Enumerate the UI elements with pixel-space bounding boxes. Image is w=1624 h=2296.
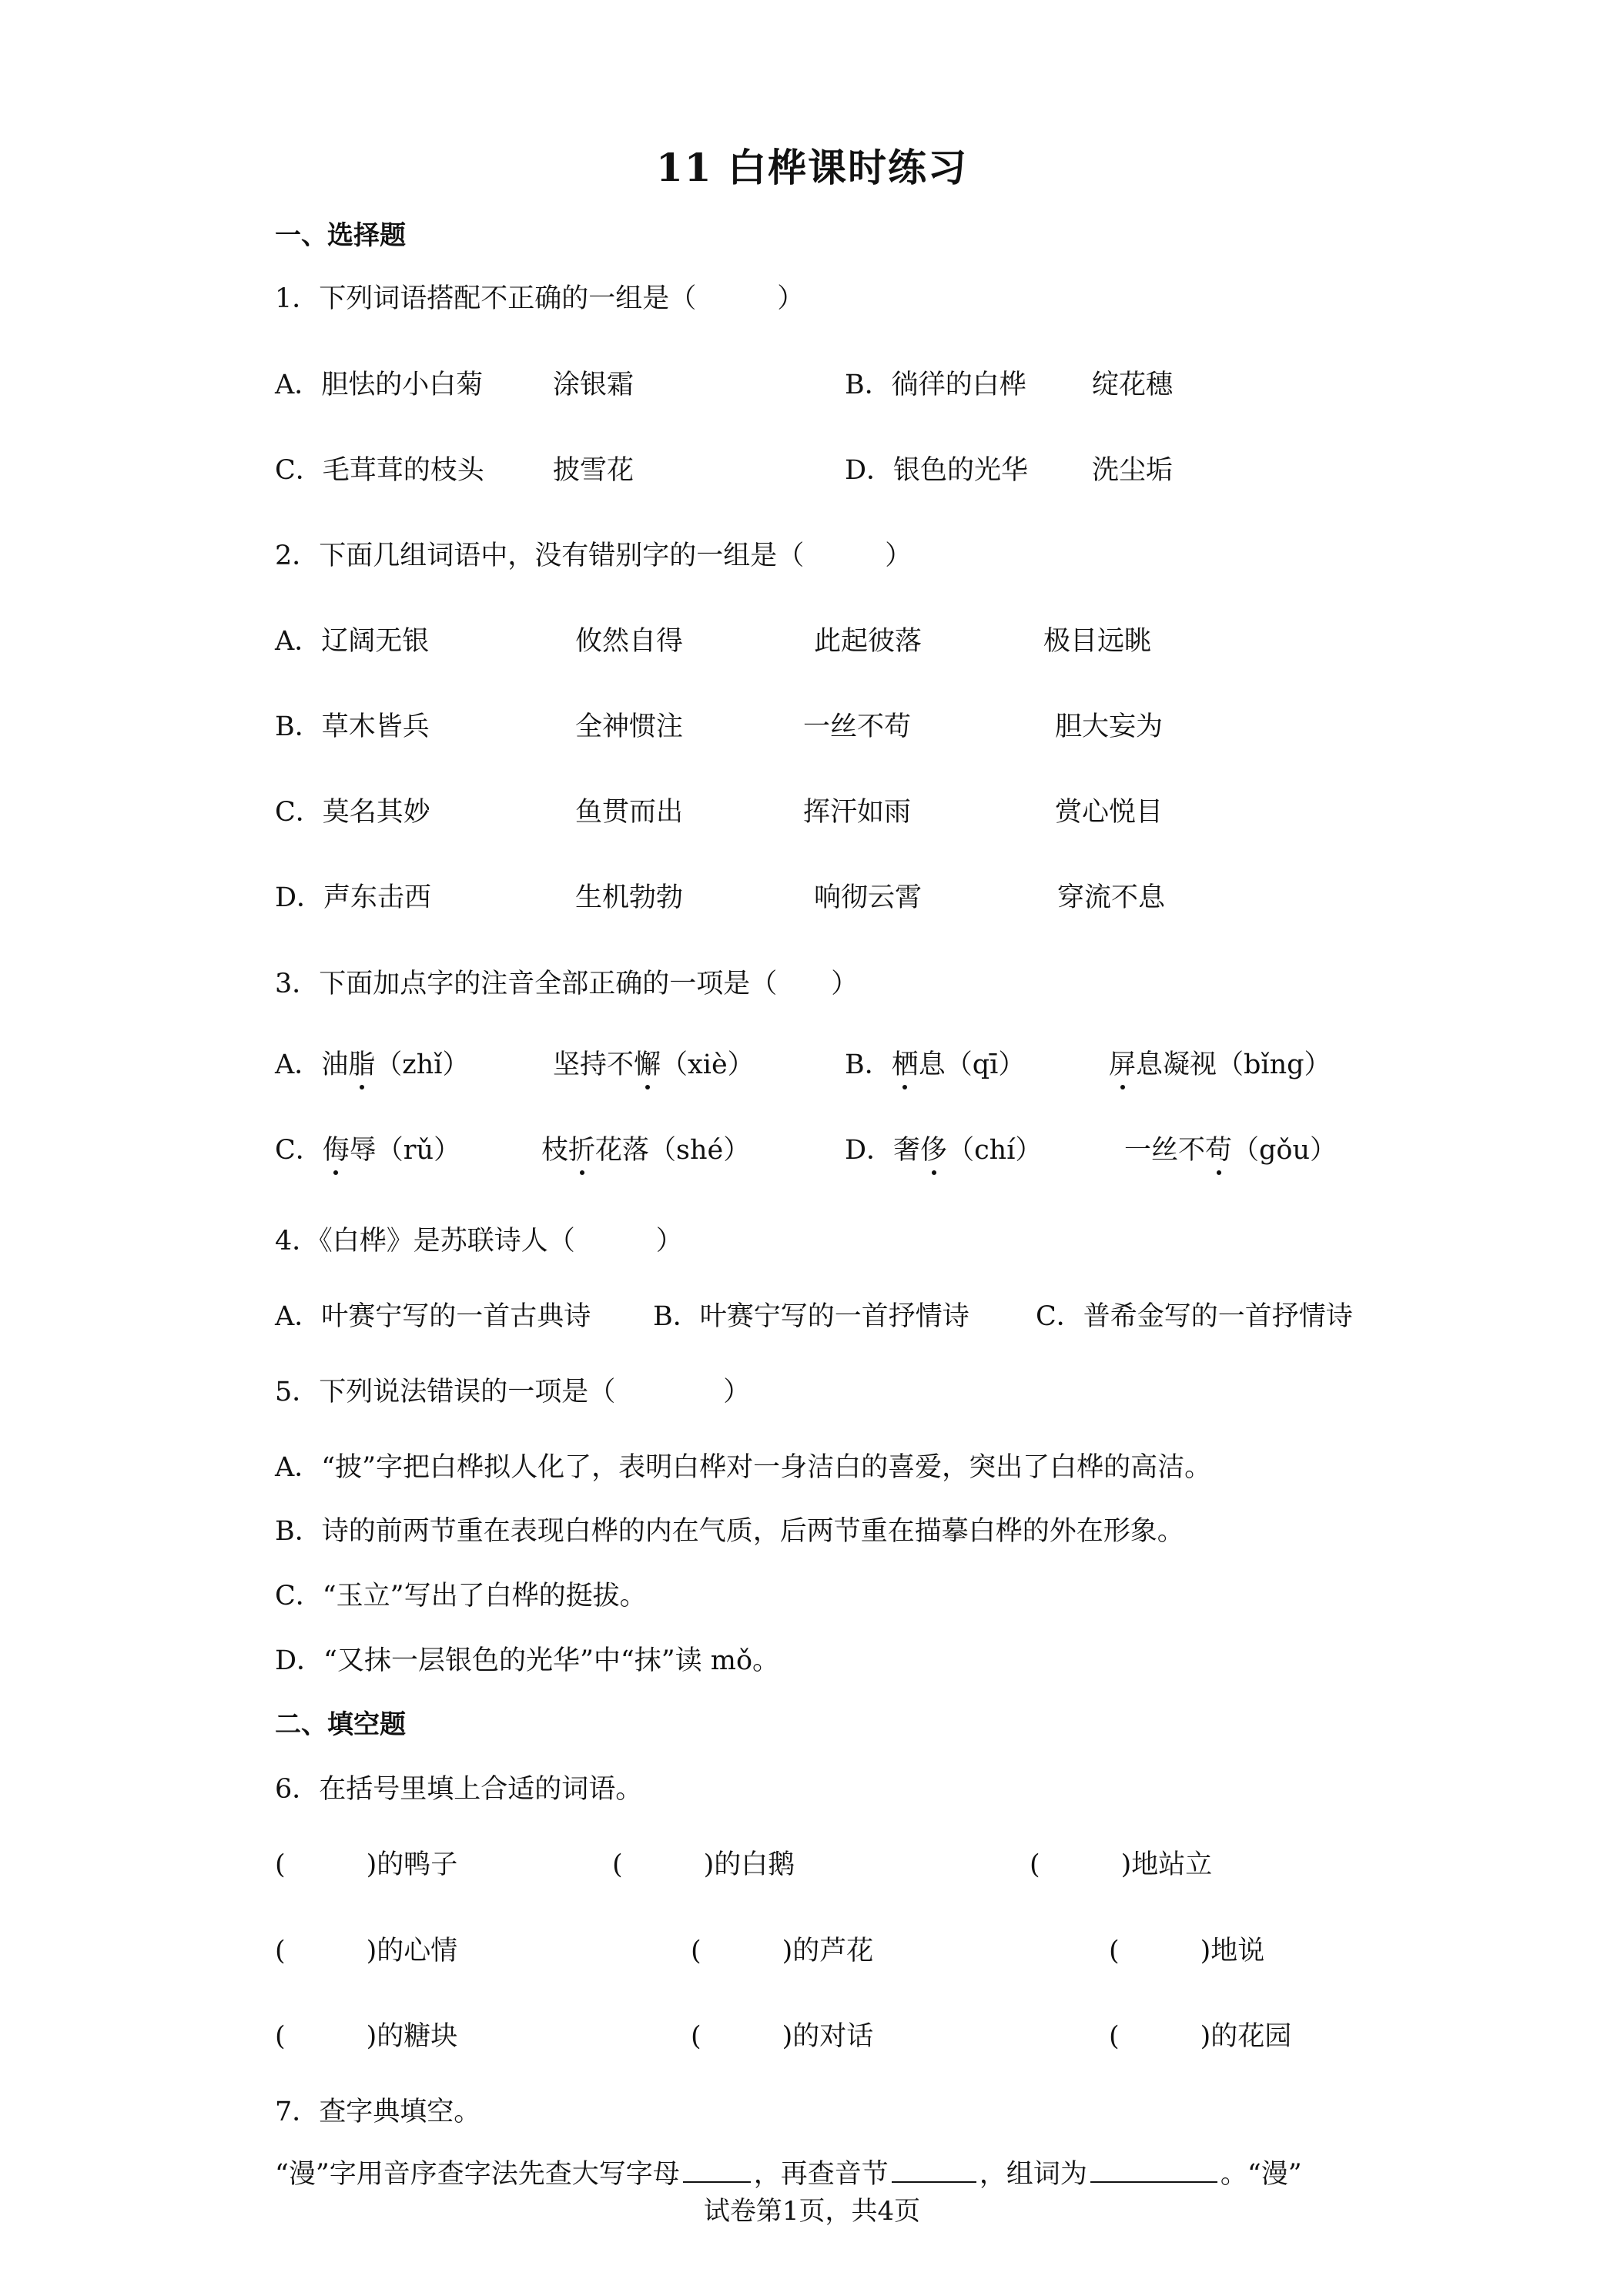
q4-option-a: A．叶赛宁写的一首古典诗	[275, 1301, 591, 1332]
q2-row-a-2: 攸然自得	[575, 626, 684, 657]
q2-row-d-1: D．声东击西	[275, 882, 432, 913]
q1-option-b-phrase: 绽花穗	[1092, 370, 1174, 400]
q3-option-c-second: 枝折花落（shé）	[541, 1129, 750, 1167]
question-3-stem: 3．下面加点字的注音全部正确的一项是（ ）	[275, 969, 859, 999]
q5-option-d: D．“又抹一层银色的光华”中“抹”读 mǒ。	[275, 1645, 780, 1676]
section-heading-choice: 一、选择题	[275, 220, 406, 251]
section-heading-fill: 二、填空题	[275, 1709, 406, 1740]
emphasis-dotted-char: 脂	[348, 1043, 375, 1082]
q2-row-b-3: 一丝不苟	[803, 711, 912, 742]
q3-option-b: B．栖息（qī）	[845, 1043, 1025, 1082]
question-6-stem: 6．在括号里填上合适的词语。	[275, 1774, 643, 1805]
emphasis-dotted-char: 屏	[1109, 1043, 1136, 1082]
q6-item: ( )的心情	[275, 1936, 458, 1966]
q3-option-c: C．侮辱（rǔ）	[275, 1129, 460, 1167]
q4-option-b: B．叶赛宁写的一首抒情诗	[653, 1301, 969, 1332]
emphasis-dotted-char: 侮	[323, 1129, 350, 1167]
q3-option-d-second: 一丝不苟（gǒu）	[1124, 1129, 1337, 1167]
question-4-stem: 4．《白桦》是苏联诗人（ ）	[275, 1226, 683, 1257]
answer-blank-word[interactable]	[1090, 2181, 1217, 2183]
q2-row-a-3: 此起彼落	[814, 626, 922, 657]
q4-option-c: C．普希金写的一首抒情诗	[1036, 1301, 1353, 1332]
q5-option-a: A．“披”字把白桦拟人化了，表明白桦对一身洁白的喜爱，突出了白桦的高洁。	[275, 1452, 1212, 1483]
q6-item: ( )的对话	[691, 2021, 874, 2052]
q2-row-b-1: B．草木皆兵	[275, 711, 430, 742]
q5-option-c: C．“玉立”写出了白桦的挺拔。	[275, 1581, 647, 1612]
q2-row-c-4: 赏心悦目	[1055, 797, 1164, 828]
q2-row-c-3: 挥汗如雨	[803, 797, 912, 828]
q6-item: ( )的糖块	[275, 2021, 458, 2052]
q2-row-d-3: 响彻云霄	[814, 882, 922, 913]
q1-option-a: A．胆怯的小白菊	[275, 370, 484, 400]
q2-row-d-2: 生机勃勃	[575, 882, 684, 913]
q2-row-d-4: 穿流不息	[1057, 882, 1166, 913]
q2-row-c-2: 鱼贯而出	[575, 797, 684, 828]
emphasis-dotted-char: 侈	[920, 1129, 947, 1167]
emphasis-dotted-char: 苟	[1205, 1129, 1232, 1167]
question-5-stem: 5．下列说法错误的一项是（ ）	[275, 1377, 751, 1407]
q1-option-b: B．徜徉的白桦	[845, 370, 1026, 400]
answer-blank-letter[interactable]	[683, 2181, 751, 2183]
q3-option-d: D．奢侈（chí）	[845, 1129, 1042, 1167]
q3-option-a: A．油脂（zhǐ）	[275, 1043, 469, 1082]
q6-item: ( )的芦花	[691, 1936, 874, 1966]
emphasis-dotted-char: 栖	[892, 1043, 919, 1082]
q1-option-c: C．毛茸茸的枝头	[275, 455, 484, 486]
q2-row-a-4: 极目远眺	[1043, 626, 1152, 657]
page-title: 11 白桦课时练习	[656, 145, 968, 190]
question-1-stem: 1．下列词语搭配不正确的一组是（ ）	[275, 283, 805, 314]
q7-sentence: “漫”字用音序查字法先查大写字母 ，再查音节 ，组词为 。“漫”	[275, 2159, 1302, 2190]
q2-row-c-1: C．莫名其妙	[275, 797, 430, 828]
q2-row-b-4: 胆大妄为	[1055, 711, 1164, 742]
answer-blank-syllable[interactable]	[892, 2181, 976, 2183]
q6-item: ( )地说	[1109, 1936, 1265, 1966]
page-footer: 试卷第1页，共4页	[703, 2196, 921, 2227]
q1-option-a-phrase: 涂银霜	[553, 370, 635, 400]
q2-row-b-2: 全神惯注	[575, 711, 684, 742]
question-2-stem: 2．下面几组词语中，没有错别字的一组是（ ）	[275, 541, 912, 571]
q6-item: ( )的花园	[1109, 2021, 1292, 2052]
q1-option-d-phrase: 洗尘垢	[1092, 455, 1174, 486]
q5-option-b: B．诗的前两节重在表现白桦的内在气质，后两节重在描摹白桦的外在形象。	[275, 1516, 1184, 1547]
question-7-stem: 7．查字典填空。	[275, 2097, 481, 2127]
q3-option-b-second: 屏息凝视（bǐng）	[1109, 1043, 1331, 1082]
emphasis-dotted-char: 懈	[634, 1043, 661, 1082]
q6-item: ( )地站立	[1030, 1849, 1213, 1880]
q3-option-a-second: 坚持不懈（xiè）	[553, 1043, 755, 1082]
q1-option-d: D．银色的光华	[845, 455, 1029, 486]
q1-option-c-phrase: 披雪花	[553, 455, 635, 486]
q6-item: ( )的白鹅	[612, 1849, 795, 1880]
q2-row-a-1: A．辽阔无银	[275, 626, 430, 657]
emphasis-dotted-char: 折	[568, 1129, 595, 1167]
q6-item: ( )的鸭子	[275, 1849, 458, 1880]
